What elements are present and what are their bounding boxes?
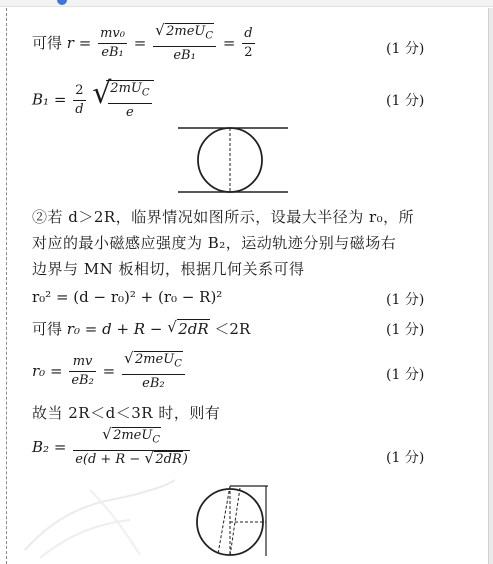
figure-circle-between-plates	[178, 124, 288, 196]
equals: =	[49, 361, 63, 380]
numerator: mv₀	[98, 26, 127, 44]
numerator: 2	[73, 83, 85, 101]
equals: =	[133, 33, 147, 52]
score-label: (1 分)	[386, 292, 425, 308]
score-label: (1 分)	[386, 93, 425, 109]
equals: =	[53, 437, 67, 456]
equals: =	[222, 33, 236, 52]
equation-line-6	[32, 428, 192, 468]
sqrt: √ 2dR	[167, 320, 209, 338]
var: B₂	[32, 437, 50, 456]
score-label: (1 分)	[386, 367, 425, 383]
var: r	[66, 33, 74, 52]
condition-text: 故当 2R＜d＜3R 时，则有	[32, 404, 221, 422]
left-margin-rule	[6, 8, 7, 564]
numerator: d	[242, 26, 254, 44]
var: r₀	[32, 361, 46, 380]
equals: =	[102, 361, 116, 380]
top-toolbar-strip	[0, 0, 493, 7]
paragraph-line: ②若 d＞2R，临界情况如图所示，设最大半径为 r₀，所	[32, 208, 415, 226]
scrollbar[interactable]	[488, 8, 493, 564]
sqrt	[92, 80, 153, 121]
text: 可得	[32, 33, 63, 52]
denominator: 2	[244, 45, 253, 61]
fraction: √ $\frac{2mU_C}{e}$	[110, 81, 150, 120]
var: B₁	[32, 90, 50, 109]
denominator: eB₁	[173, 47, 196, 63]
denominator: eB₁	[101, 45, 124, 61]
figure-circle-tangent	[196, 484, 270, 558]
score-label: (1 分)	[386, 450, 425, 466]
fraction	[242, 26, 254, 61]
equation-line-2	[32, 80, 154, 121]
equals: =	[53, 90, 67, 109]
watermark-logo	[20, 470, 180, 560]
fraction: $\frac{mv}{\text{eB₂}}$	[71, 354, 94, 389]
fraction	[73, 83, 85, 118]
text: 可得	[32, 320, 63, 338]
score-label: (1 分)	[386, 41, 425, 57]
paragraph-line: 边界与 MN 板相切，根据几何关系可得	[32, 260, 305, 278]
equation-line-1	[32, 24, 257, 64]
score-label: (1 分)	[386, 322, 425, 338]
fraction: √ $\frac{2meU_C}{e(d + R - √ 2dR)}$	[73, 428, 190, 468]
paragraph-line: 对应的最小磁感应强度为 B₂，运动轨迹分别与磁场右	[32, 234, 397, 252]
denominator: d	[75, 101, 84, 117]
fraction: √ $\frac{2meU_C}{\text{eB₂}}$	[122, 352, 185, 392]
equation-line-5	[32, 352, 187, 392]
numerator: √ 2meU$_C$	[153, 24, 216, 47]
text: ＜2R	[209, 320, 251, 338]
fraction	[98, 26, 127, 61]
equation-line-4	[32, 318, 250, 339]
equation-line-3: r₀² = (d − r₀)² + (r₀ − R)²	[32, 288, 223, 306]
equals: =	[78, 33, 92, 52]
expression: r₀ = d + R −	[66, 320, 168, 338]
fraction	[153, 24, 216, 64]
